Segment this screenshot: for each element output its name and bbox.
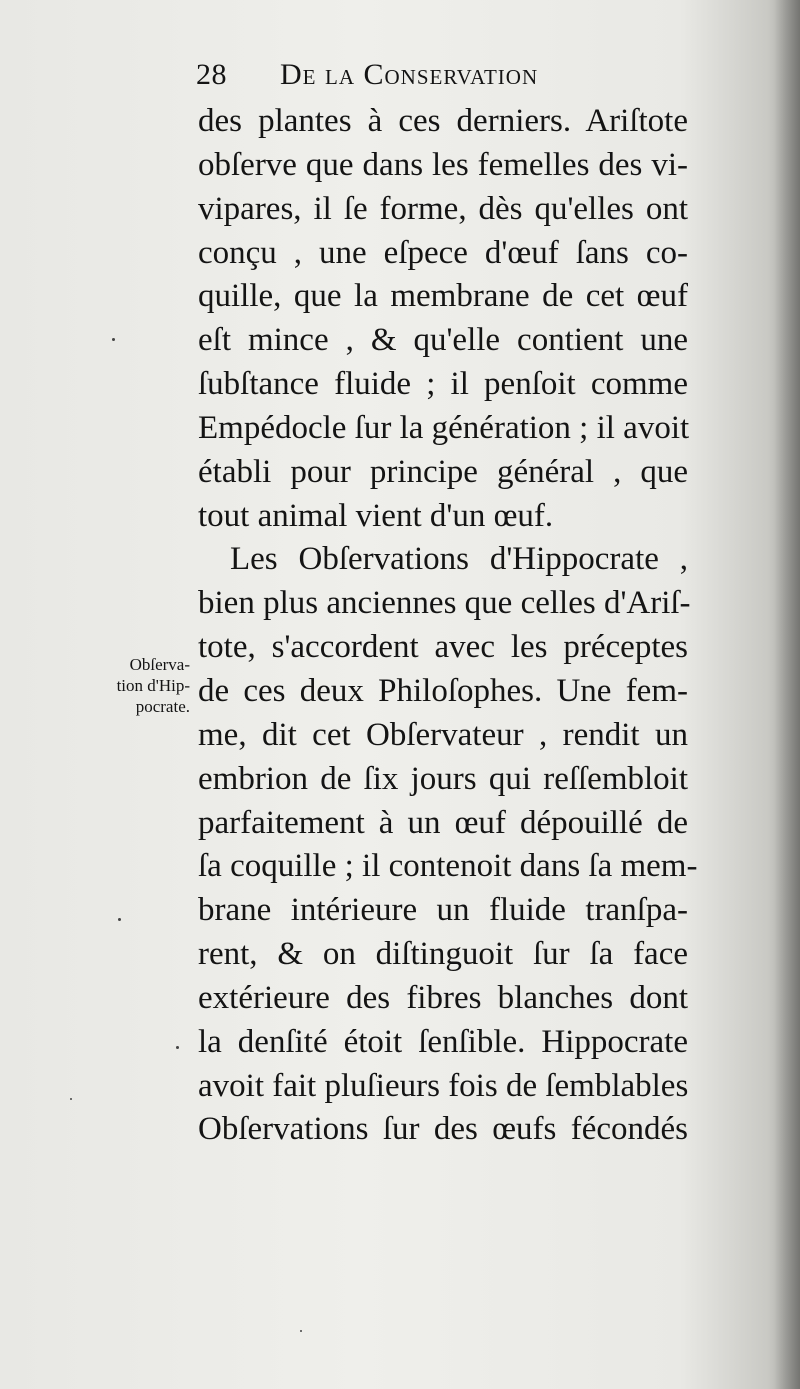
body-text: [198, 100, 698, 1152]
margin-note-line: tion d'Hip-: [116, 676, 190, 695]
text-line: embrion de ſix jours qui reſſembloit: [198, 760, 688, 797]
text-line: la denſité étoit ſenſible. Hippocrate: [198, 1023, 688, 1060]
paper-speck: [70, 1098, 72, 1100]
text-line: ſa coquille ; il contenoit dans ſa mem-: [198, 848, 698, 885]
paper-speck: [176, 1046, 179, 1049]
text-line: vipares, il ſe forme, dès qu'elles ont: [198, 190, 688, 227]
text-line: de ces deux Philoſophes. Une fem-: [198, 672, 688, 709]
margin-note-line: pocrate.: [135, 697, 190, 716]
paper-speck: [300, 1330, 302, 1332]
text-line: extérieure des fibres blanches dont: [198, 979, 688, 1016]
paper-speck: [112, 338, 115, 341]
text-line: me, dit cet Obſervateur , rendit un: [198, 716, 688, 753]
text-line: établi pour principe général , que: [198, 453, 688, 490]
text-line: rent, & on diſtinguoit ſur ſa face: [198, 936, 688, 973]
margin-note-line: Obſerva-: [129, 655, 190, 674]
text-line: tote, s'accordent avec les préceptes: [198, 629, 688, 666]
text-line: tout animal vient d'un œuf.: [198, 497, 554, 534]
text-line: ſubſtance fluide ; il penſoit comme: [198, 366, 688, 403]
text-line: bien plus anciennes que celles d'Ariſ-: [198, 585, 691, 622]
text-line: brane intérieure un fluide tranſpa-: [198, 892, 688, 929]
text-line: quille, que la membrane de cet œuf: [198, 278, 688, 315]
running-title: De la Conservation: [280, 58, 539, 91]
text-line: Empédocle ſur la génération ; il avoit: [198, 409, 690, 446]
text-line: Les Obſervations d'Hippocrate ,: [230, 541, 688, 578]
text-line: parfaitement à un œuf dépouillé de: [198, 804, 688, 841]
margin-note: [78, 654, 190, 717]
text-line: des plantes à ces derniers. Ariſtote: [198, 103, 688, 139]
text-line: conçu , une eſpece d'œuf ſans co-: [198, 234, 688, 271]
page-number: 28: [196, 58, 227, 91]
running-header: [196, 54, 666, 98]
text-line: Obſervations ſur des œufs fécondés: [198, 1111, 688, 1148]
page-edge-shadow: [774, 0, 800, 1389]
text-line: eſt mince , & qu'elle contient une: [198, 322, 688, 359]
text-line: avoit fait pluſieurs fois de ſemblables: [198, 1067, 689, 1104]
text-line: obſerve que dans les femelles des vi-: [198, 146, 688, 183]
paper-speck: [118, 918, 121, 921]
